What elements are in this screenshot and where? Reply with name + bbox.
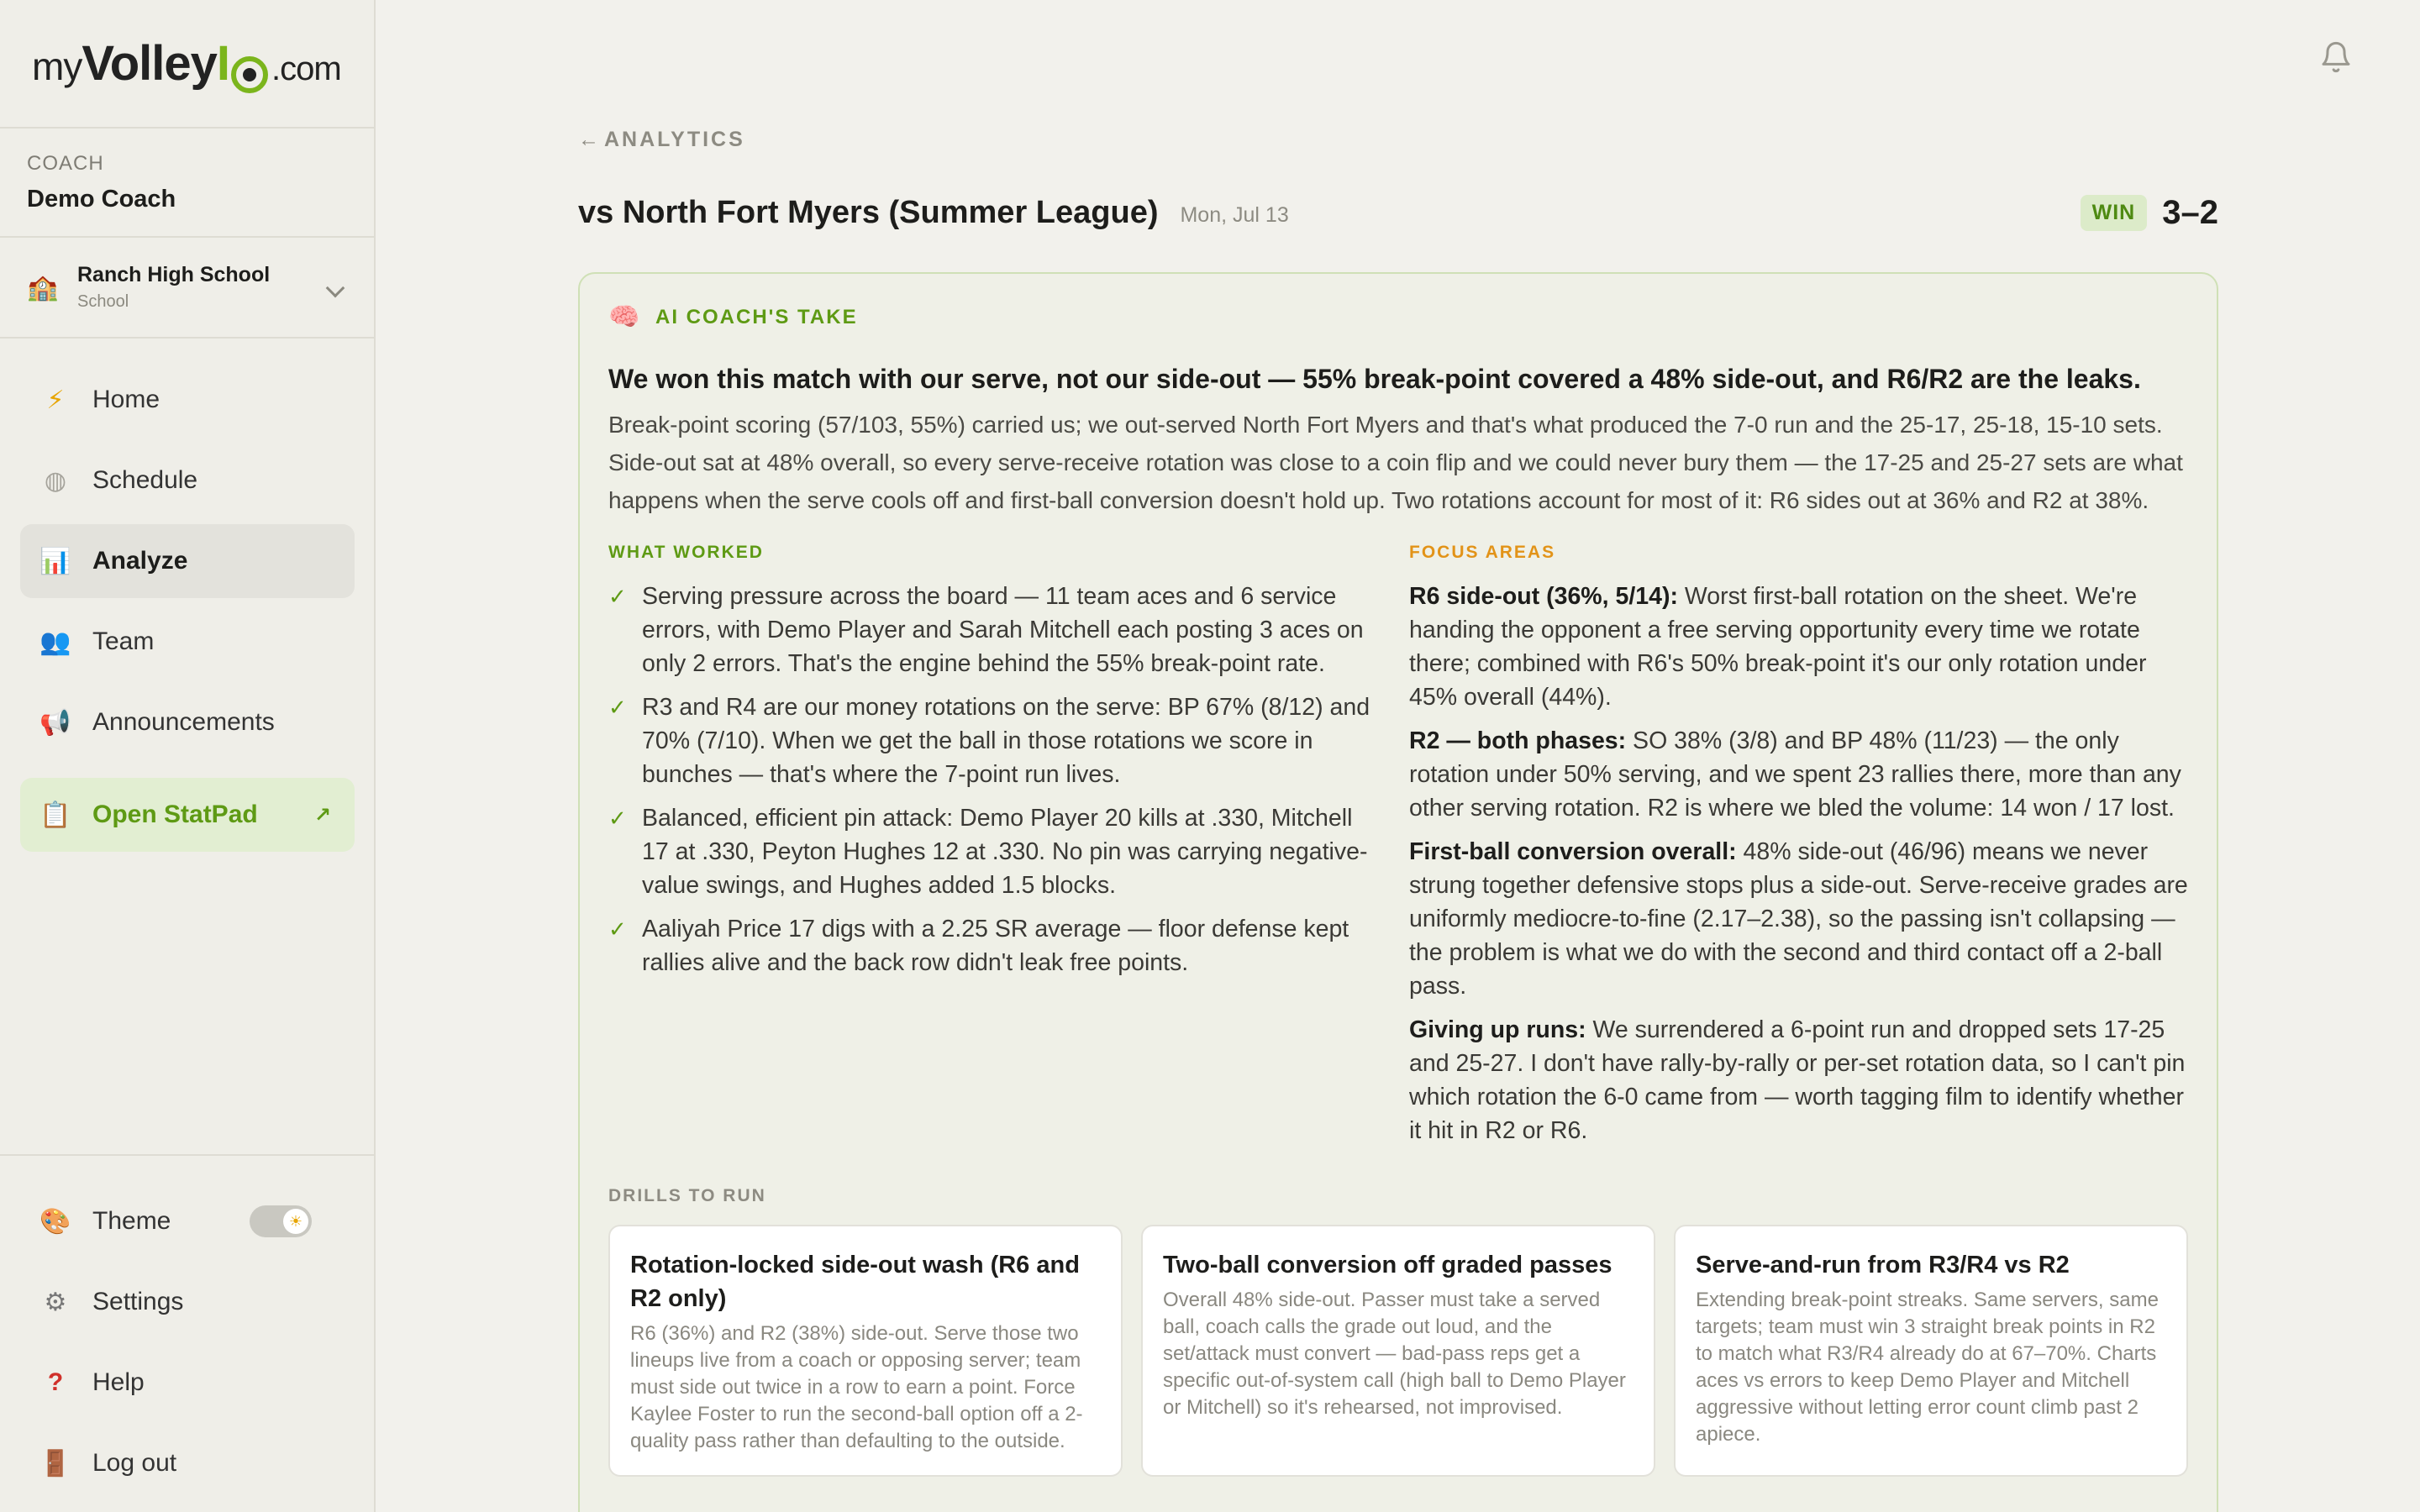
logo-dotcom: .com [271,50,341,87]
drill-card[interactable] [1141,1225,1655,1477]
nav-item-logout[interactable] [20,1426,354,1500]
school-name: Ranch High School [77,263,271,286]
ai-summary: Break-point scoring (57/103, 55%) carried us; we out-served North Fort Myers and that's what produced the 7-0 run and the 25-17, 25-18, 15-10 sets. Side-out sat at 48% overall, so every serve-receive rotation was close to a coin flip and we could never bury them — the 17-25 and 25-27 sets are what happens when the serve cools off and first-ball conversion doesn't hold up. Two rotations account for most of it: R6 sides out at 36% and R2 at 38%. [608,411,2183,513]
drills-list [608,1225,2188,1477]
nav-label-theme: Theme [92,1207,171,1235]
volleyball-icon: ◍ [44,466,67,495]
drill-title: Two-ball conversion off graded passes [1163,1251,1612,1278]
logo[interactable] [32,35,341,92]
match-header [578,192,2218,234]
palette-icon: 🎨 [39,1207,71,1236]
nav-label-home: Home [92,386,160,413]
list-item [1409,835,2188,1003]
ai-coach-header [608,302,2188,332]
nav-label-schedule: Schedule [92,466,198,494]
logo-iq [217,35,268,92]
list-item [1409,1013,2188,1147]
focus-item-title: R6 side-out (36%, 5/14): [1409,582,1678,610]
coach-role: COACH [27,152,104,175]
chevron-down-icon [326,279,345,298]
bottom-nav [0,1154,374,1507]
drill-body: R6 (36%) and R2 (38%) side-out. Serve those two lineups live from a coach or opposing server; team must side out twice in a row to earn a point. Force Kaylee Foster to run the second-ball option off a 2-quality pass rather than defaulting to the outside. [630,1321,1083,1452]
focus-item-text: Worst first-ball rotation on the sheet. We're handing the opponent a free serving opportunity every time we rotate there; combined with R6's 50% break-point it's our only rotation under 45% overall (44%). [1409,582,2147,711]
megaphone-icon: 📢 [39,708,71,737]
question-icon: ? [47,1368,64,1396]
nav-item-theme[interactable] [20,1184,354,1258]
check-icon: ✓ [608,916,627,942]
drills-heading: DRILLS TO RUN [608,1185,766,1205]
nav-label-analyze: Analyze [92,547,188,575]
main-nav [20,363,355,858]
nav-item-settings[interactable] [20,1265,354,1339]
what-worked-text: Balanced, efficient pin attack: Demo Player 20 kills at .330, Mitchell 17 at .330, Peyton Hughes 12 at .330. No pin was carrying negative-value swings, and Hughes added 1.5 blocks. [642,804,1368,899]
sun-icon: ☀ [283,1209,308,1234]
page-title: vs North Fort Myers (Summer League) [578,194,1159,230]
check-icon: ✓ [608,583,627,609]
nav-item-schedule[interactable] [20,444,355,517]
school-text [77,263,270,312]
ai-coach-card [578,272,2218,1512]
coach-block [0,129,374,238]
list-item [608,912,1376,979]
focus-item-title: First-ball conversion overall: [1409,837,1737,865]
focus-item-title: R2 — both phases: [1409,727,1627,754]
sidebar [0,0,376,1512]
theme-toggle[interactable] [250,1205,312,1237]
check-icon: ✓ [608,694,627,720]
drill-body: Extending break-point streaks. Same servers, same targets; team must win 3 straight break points in R2 to match what R3/R4 already do at 67–70%. Charts aces vs errors to keep Demo Player and Mitchell aggressive without letting error count climb past 2 apiece. [1696,1288,2159,1446]
school-type: School [77,292,129,311]
logo-area [0,0,374,129]
check-icon: ✓ [608,805,627,831]
nav-label-logout: Log out [92,1449,177,1477]
nav-label-team: Team [92,627,155,655]
brain-icon: 🧠 [608,303,640,331]
nav-item-help[interactable] [20,1346,354,1420]
school-building-icon: 🏫 [27,273,59,302]
nav-item-analyze[interactable] [20,524,355,598]
nav-item-announcements[interactable] [20,685,355,759]
logo-my: my [32,45,82,88]
drill-title: Serve-and-run from R3/R4 vs R2 [1696,1251,2070,1278]
nav-label-help: Help [92,1368,145,1396]
analysis-columns [608,543,2188,1158]
nav-label-settings: Settings [92,1288,184,1315]
focus-item-text: We surrendered a 6-point run and dropped sets 17-25 and 25-27. I don't have rally-by-rally or per-set rotation data, so I can't pin which rotation the 6-0 came from — worth tagging film to identify whether it hit in R2 or R6. [1409,1016,2186,1144]
drill-body: Overall 48% side-out. Passer must take a served ball, coach calls the grade out loud, and the set/attack must convert — bad-pass reps get a specific out-of-system call (high ball to Demo Player or Mitchell) so it's rehearsed, not improvised. [1163,1288,1626,1419]
volleyball-q-icon [231,56,268,93]
match-score: 3–2 [2162,193,2218,231]
bell-icon[interactable] [2319,40,2353,74]
focus-areas-section [1409,543,2188,1158]
list-item [608,801,1376,902]
focus-item-title: Giving up runs: [1409,1016,1586,1043]
drill-card[interactable] [608,1225,1123,1477]
logo-i: I [216,36,230,91]
drill-card[interactable] [1674,1225,2188,1477]
nav-label-announcements: Announcements [92,708,275,736]
focus-item-text: 48% side-out (46/96) means we never strung together defensive stops plus a side-out. Serve-receive grades are uniformly mediocre-to-fine (2.17–2.38), so the passing isn't collapsing — the problem is what we do with the second and third contact off a 2-ball pass. [1409,837,2188,1000]
list-item [608,580,1376,680]
list-item [608,690,1376,791]
what-worked-heading: WHAT WORKED [608,542,764,562]
team-icon: 👥 [39,627,71,656]
list-item [1409,724,2188,825]
ai-headline: We won this match with our serve, not our side-out — 55% break-point covered a 48% side-out, and R6/R2 are the leaks. [608,364,2141,394]
external-link-icon: ↗ [313,803,331,827]
school-selector[interactable] [0,238,374,339]
nav-label-statpad: Open StatPad [92,801,258,828]
list-item [1409,580,2188,714]
back-to-analytics-link[interactable] [578,128,745,152]
coach-name: Demo Coach [27,186,176,213]
ai-coach-label: AI COACH'S TAKE [655,305,858,328]
lightning-icon: ⚡ [46,386,65,414]
clipboard-icon: 📋 [39,801,71,829]
bar-chart-icon: 📊 [39,547,71,575]
nav-item-home[interactable] [20,363,355,437]
match-date: Mon, Jul 13 [1180,202,1289,227]
status-badge: WIN [2081,195,2148,231]
logo-volley: Volley [82,36,217,91]
door-icon: 🚪 [39,1449,71,1478]
nav-item-team[interactable] [20,605,355,679]
drill-title: Rotation-locked side-out wash (R6 and R2 only) [630,1251,1080,1312]
back-label: ANALYTICS [604,128,745,151]
match-result [2081,194,2218,232]
focus-item-text: SO 38% (3/8) and BP 48% (11/23) — the only rotation under 50% serving, and we spent 23 rallies there, more than any other serving rotation. R2 is where we bled the volume: 14 won / 17 lost. [1409,727,2181,822]
nav-item-open-statpad[interactable] [20,778,355,852]
what-worked-text: R3 and R4 are our money rotations on the serve: BP 67% (8/12) and 70% (7/10). When we get the ball in those rotations we score in bunches — that's where the 7-point run lives. [642,693,1370,788]
what-worked-section [608,543,1409,1158]
arrow-left-icon: ← [578,128,599,151]
gear-icon: ⚙ [44,1288,67,1316]
focus-areas-heading: FOCUS AREAS [1409,542,1556,562]
what-worked-text: Serving pressure across the board — 11 team aces and 6 service errors, with Demo Player and Sarah Mitchell each posting 3 aces on only 2 errors. That's the engine behind the 55% break-point rate. [642,582,1364,677]
what-worked-text: Aaliyah Price 17 digs with a 2.25 SR average — floor defense kept rallies alive and the back row didn't leak free points. [642,915,1349,976]
